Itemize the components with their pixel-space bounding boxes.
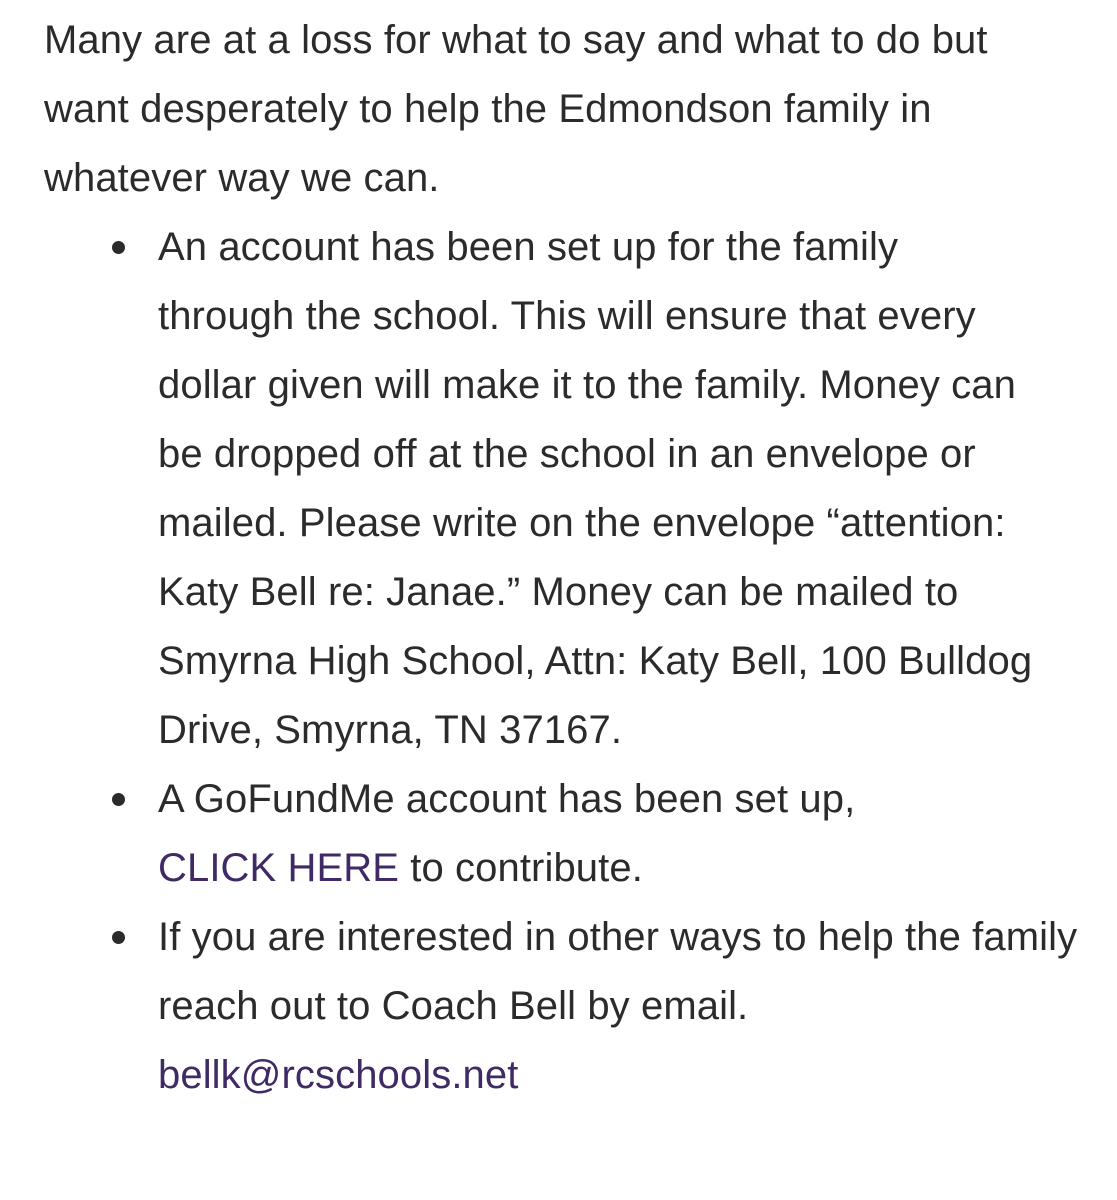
click-here-link[interactable]: CLICK HERE (158, 846, 400, 890)
bullet-icon (112, 241, 125, 254)
list-item-gofundme (44, 765, 978, 903)
school-account-text: An account has been set up for the family through the school. This will ensure that every dollar given will make it to the family. Money can be dropped off at the school in an envelope or mailed. Please write on the envelope “attention: Katy Bell re: Janae.” Money can be mailed to Smyrna High School, Attn: Katy Bell, 100 Bulldog Drive, Smyrna, TN 37167. (158, 225, 1033, 752)
list-item-contact (44, 903, 1088, 1110)
help-list (44, 213, 1104, 1110)
bullet-icon (112, 793, 125, 806)
gofundme-text-after: to contribute. (399, 846, 643, 890)
article-body (44, 6, 1104, 1110)
contact-text: If you are interested in other ways to help the family reach out to Coach Bell by email. (158, 915, 1078, 1028)
intro-paragraph: Many are at a loss for what to say and what to do but want desperately to help the Edmondson family in whatever way we can. (44, 18, 988, 200)
bullet-icon (112, 931, 125, 944)
list-item-school-account (44, 213, 1038, 765)
gofundme-text-before: A GoFundMe account has been set up, (158, 777, 856, 821)
email-link[interactable]: bellk@rcschools.net (158, 1053, 519, 1097)
